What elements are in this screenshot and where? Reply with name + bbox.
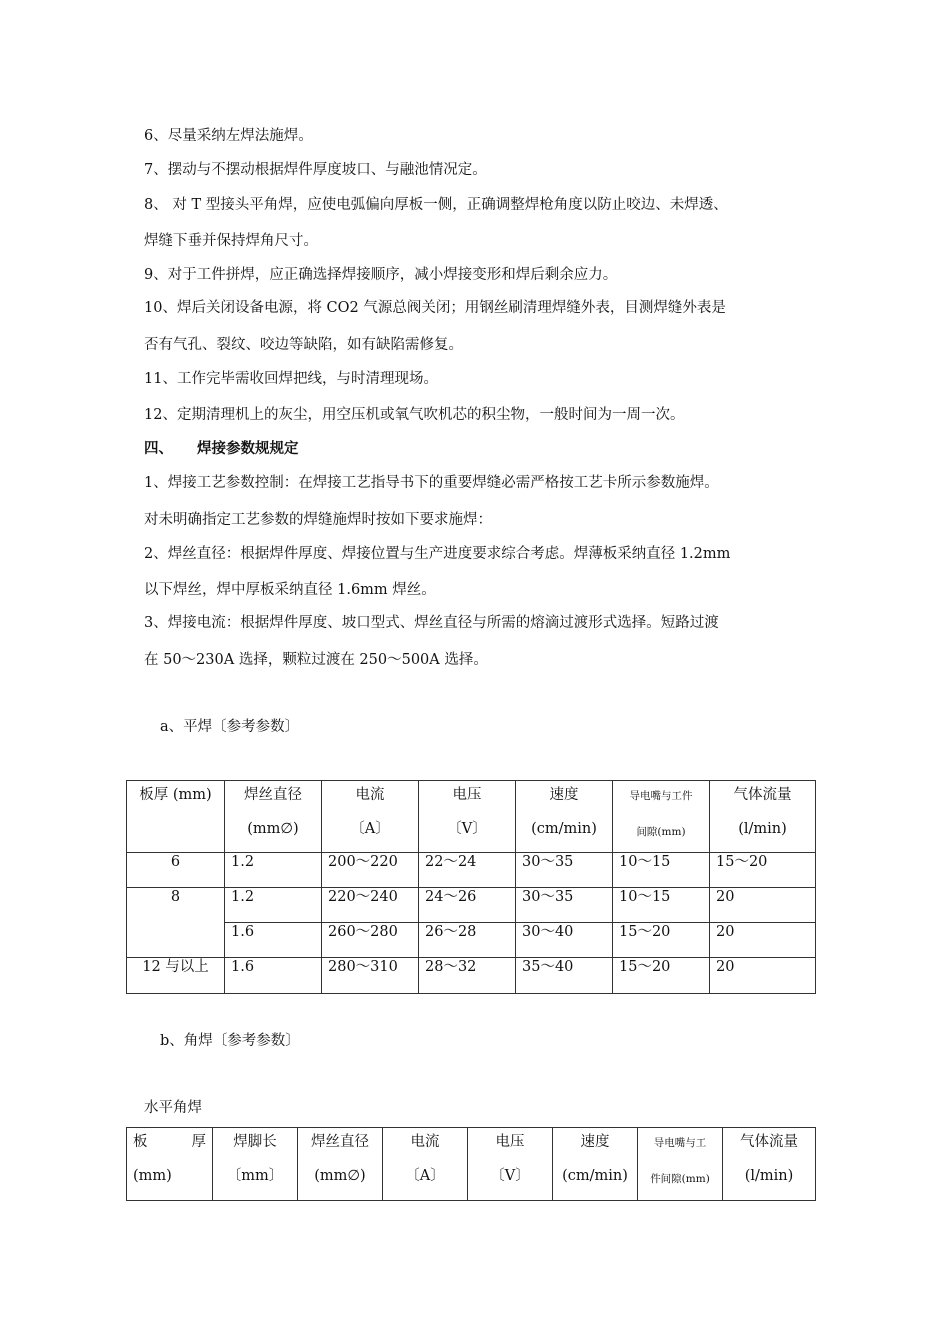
paragraph-10: 10、焊后关闭设备电源，将 CO2 气源总阀关闭；用钢丝刷清理焊缝外表，目测焊缝外表是 xyxy=(144,300,726,316)
paragraph-8: 8、 对 T 型接头平角焊，应使电弧偏向厚板一侧，正确调整焊枪角度以防止咬边、未焊透、 xyxy=(144,197,728,213)
paragraph-8-cont: 焊缝下垂并保持焊角尺寸。 xyxy=(144,233,318,249)
table-row xyxy=(127,958,816,994)
cell-speed: 30～40 xyxy=(516,923,613,958)
cell-gas: 15～20 xyxy=(710,853,816,888)
paragraph-7: 7、摆动与不摆动根据焊件厚度坡口、与融池情况定。 xyxy=(144,162,487,178)
header-current: 电流 〔A〕 xyxy=(322,781,419,853)
header-speed: 速度 (cm/min) xyxy=(553,1128,638,1201)
param-paragraph-3: 3、焊接电流：根据焊件厚度、坡口型式、焊丝直径与所需的熔滴过渡形式选择。短路过渡 xyxy=(144,615,719,631)
param-paragraph-2: 2、焊丝直径：根据焊件厚度、焊接位置与生产进度要求综合考虑。焊薄板采纳直径 1.2mm xyxy=(144,546,731,562)
flat-weld-table xyxy=(126,780,816,994)
section-heading xyxy=(144,440,299,458)
table-row xyxy=(127,853,816,888)
header-voltage: 电压 〔V〕 xyxy=(468,1128,553,1201)
cell-wire: 1.6 xyxy=(225,923,322,958)
fillet-weld-caption: b、角焊〔参考参数〕 xyxy=(160,1033,300,1049)
header-thickness: 板 厚 (mm) xyxy=(127,1128,213,1201)
header-nozzle-gap: 导电嘴与工件 间隙(mm) xyxy=(613,781,710,853)
paragraph-11: 11、工作完毕需收回焊把线，与时清理现场。 xyxy=(144,371,438,387)
cell-current: 260～280 xyxy=(322,923,419,958)
cell-voltage: 22～24 xyxy=(419,853,516,888)
header-wire-diameter: 焊丝直径 (mm∅) xyxy=(225,781,322,853)
param-paragraph-3-cont: 在 50～230A 选择，颗粒过渡在 250～500A 选择。 xyxy=(144,652,488,668)
param-paragraph-2-cont: 以下焊丝，焊中厚板采纳直径 1.6mm 焊丝。 xyxy=(144,582,436,598)
cell-voltage: 28～32 xyxy=(419,958,516,994)
cell-gas: 20 xyxy=(710,888,816,923)
cell-current: 220～240 xyxy=(322,888,419,923)
horizontal-fillet-caption: 水平角焊 xyxy=(144,1100,202,1116)
cell-speed: 30～35 xyxy=(516,888,613,923)
cell-thickness: 6 xyxy=(127,853,225,888)
cell-thickness: 12 与以上 xyxy=(127,958,225,994)
param-paragraph-1-cont: 对未明确指定工艺参数的焊缝施焊时按如下要求施焊： xyxy=(144,512,492,528)
cell-wire: 1.2 xyxy=(225,888,322,923)
cell-gap: 15～20 xyxy=(613,958,710,994)
header-nozzle-gap: 导电嘴与工 件间隙(mm) xyxy=(638,1128,723,1201)
cell-gas: 20 xyxy=(710,923,816,958)
cell-current: 280～310 xyxy=(322,958,419,994)
header-leg-length: 焊脚长 〔mm〕 xyxy=(213,1128,298,1201)
header-current: 电流 〔A〕 xyxy=(383,1128,468,1201)
section-number: 四、 xyxy=(144,440,173,457)
cell-voltage: 26～28 xyxy=(419,923,516,958)
header-wire-diameter: 焊丝直径 (mm∅) xyxy=(298,1128,383,1201)
paragraph-12: 12、定期清理机上的灰尘，用空压机或氧气吹机芯的积尘物，一般时间为一周一次。 xyxy=(144,407,685,423)
header-thickness: 板厚 (mm) xyxy=(127,781,225,853)
cell-wire: 1.6 xyxy=(225,958,322,994)
header-voltage: 电压 〔V〕 xyxy=(419,781,516,853)
paragraph-9: 9、对于工件拼焊，应正确选择焊接顺序，减小焊接变形和焊后剩余应力。 xyxy=(144,267,618,283)
section-title: 焊接参数规规定 xyxy=(197,440,299,457)
cell-gap: 10～15 xyxy=(613,853,710,888)
table-row xyxy=(127,923,816,958)
cell-wire: 1.2 xyxy=(225,853,322,888)
cell-thickness: 8 xyxy=(127,888,225,958)
cell-gap: 10～15 xyxy=(613,888,710,923)
cell-gas: 20 xyxy=(710,958,816,994)
header-gas-flow: 气体流量 (l/min) xyxy=(710,781,816,853)
cell-gap: 15～20 xyxy=(613,923,710,958)
flat-weld-caption: a、平焊〔参考参数〕 xyxy=(160,719,300,735)
header-gas-flow: 气体流量 (l/min) xyxy=(723,1128,816,1201)
cell-speed: 35～40 xyxy=(516,958,613,994)
header-speed: 速度 (cm/min) xyxy=(516,781,613,853)
cell-voltage: 24～26 xyxy=(419,888,516,923)
table-row xyxy=(127,888,816,923)
paragraph-6: 6、尽量采纳左焊法施焊。 xyxy=(144,128,313,144)
fillet-weld-table xyxy=(126,1127,816,1201)
param-paragraph-1: 1、焊接工艺参数控制：在焊接工艺指导书下的重要焊缝必需严格按工艺卡所示参数施焊。 xyxy=(144,475,719,491)
table-header-row xyxy=(127,781,816,853)
cell-current: 200～220 xyxy=(322,853,419,888)
cell-speed: 30～35 xyxy=(516,853,613,888)
paragraph-10-cont: 否有气孔、裂纹、咬边等缺陷，如有缺陷需修复。 xyxy=(144,337,463,353)
table-header-row xyxy=(127,1128,816,1201)
